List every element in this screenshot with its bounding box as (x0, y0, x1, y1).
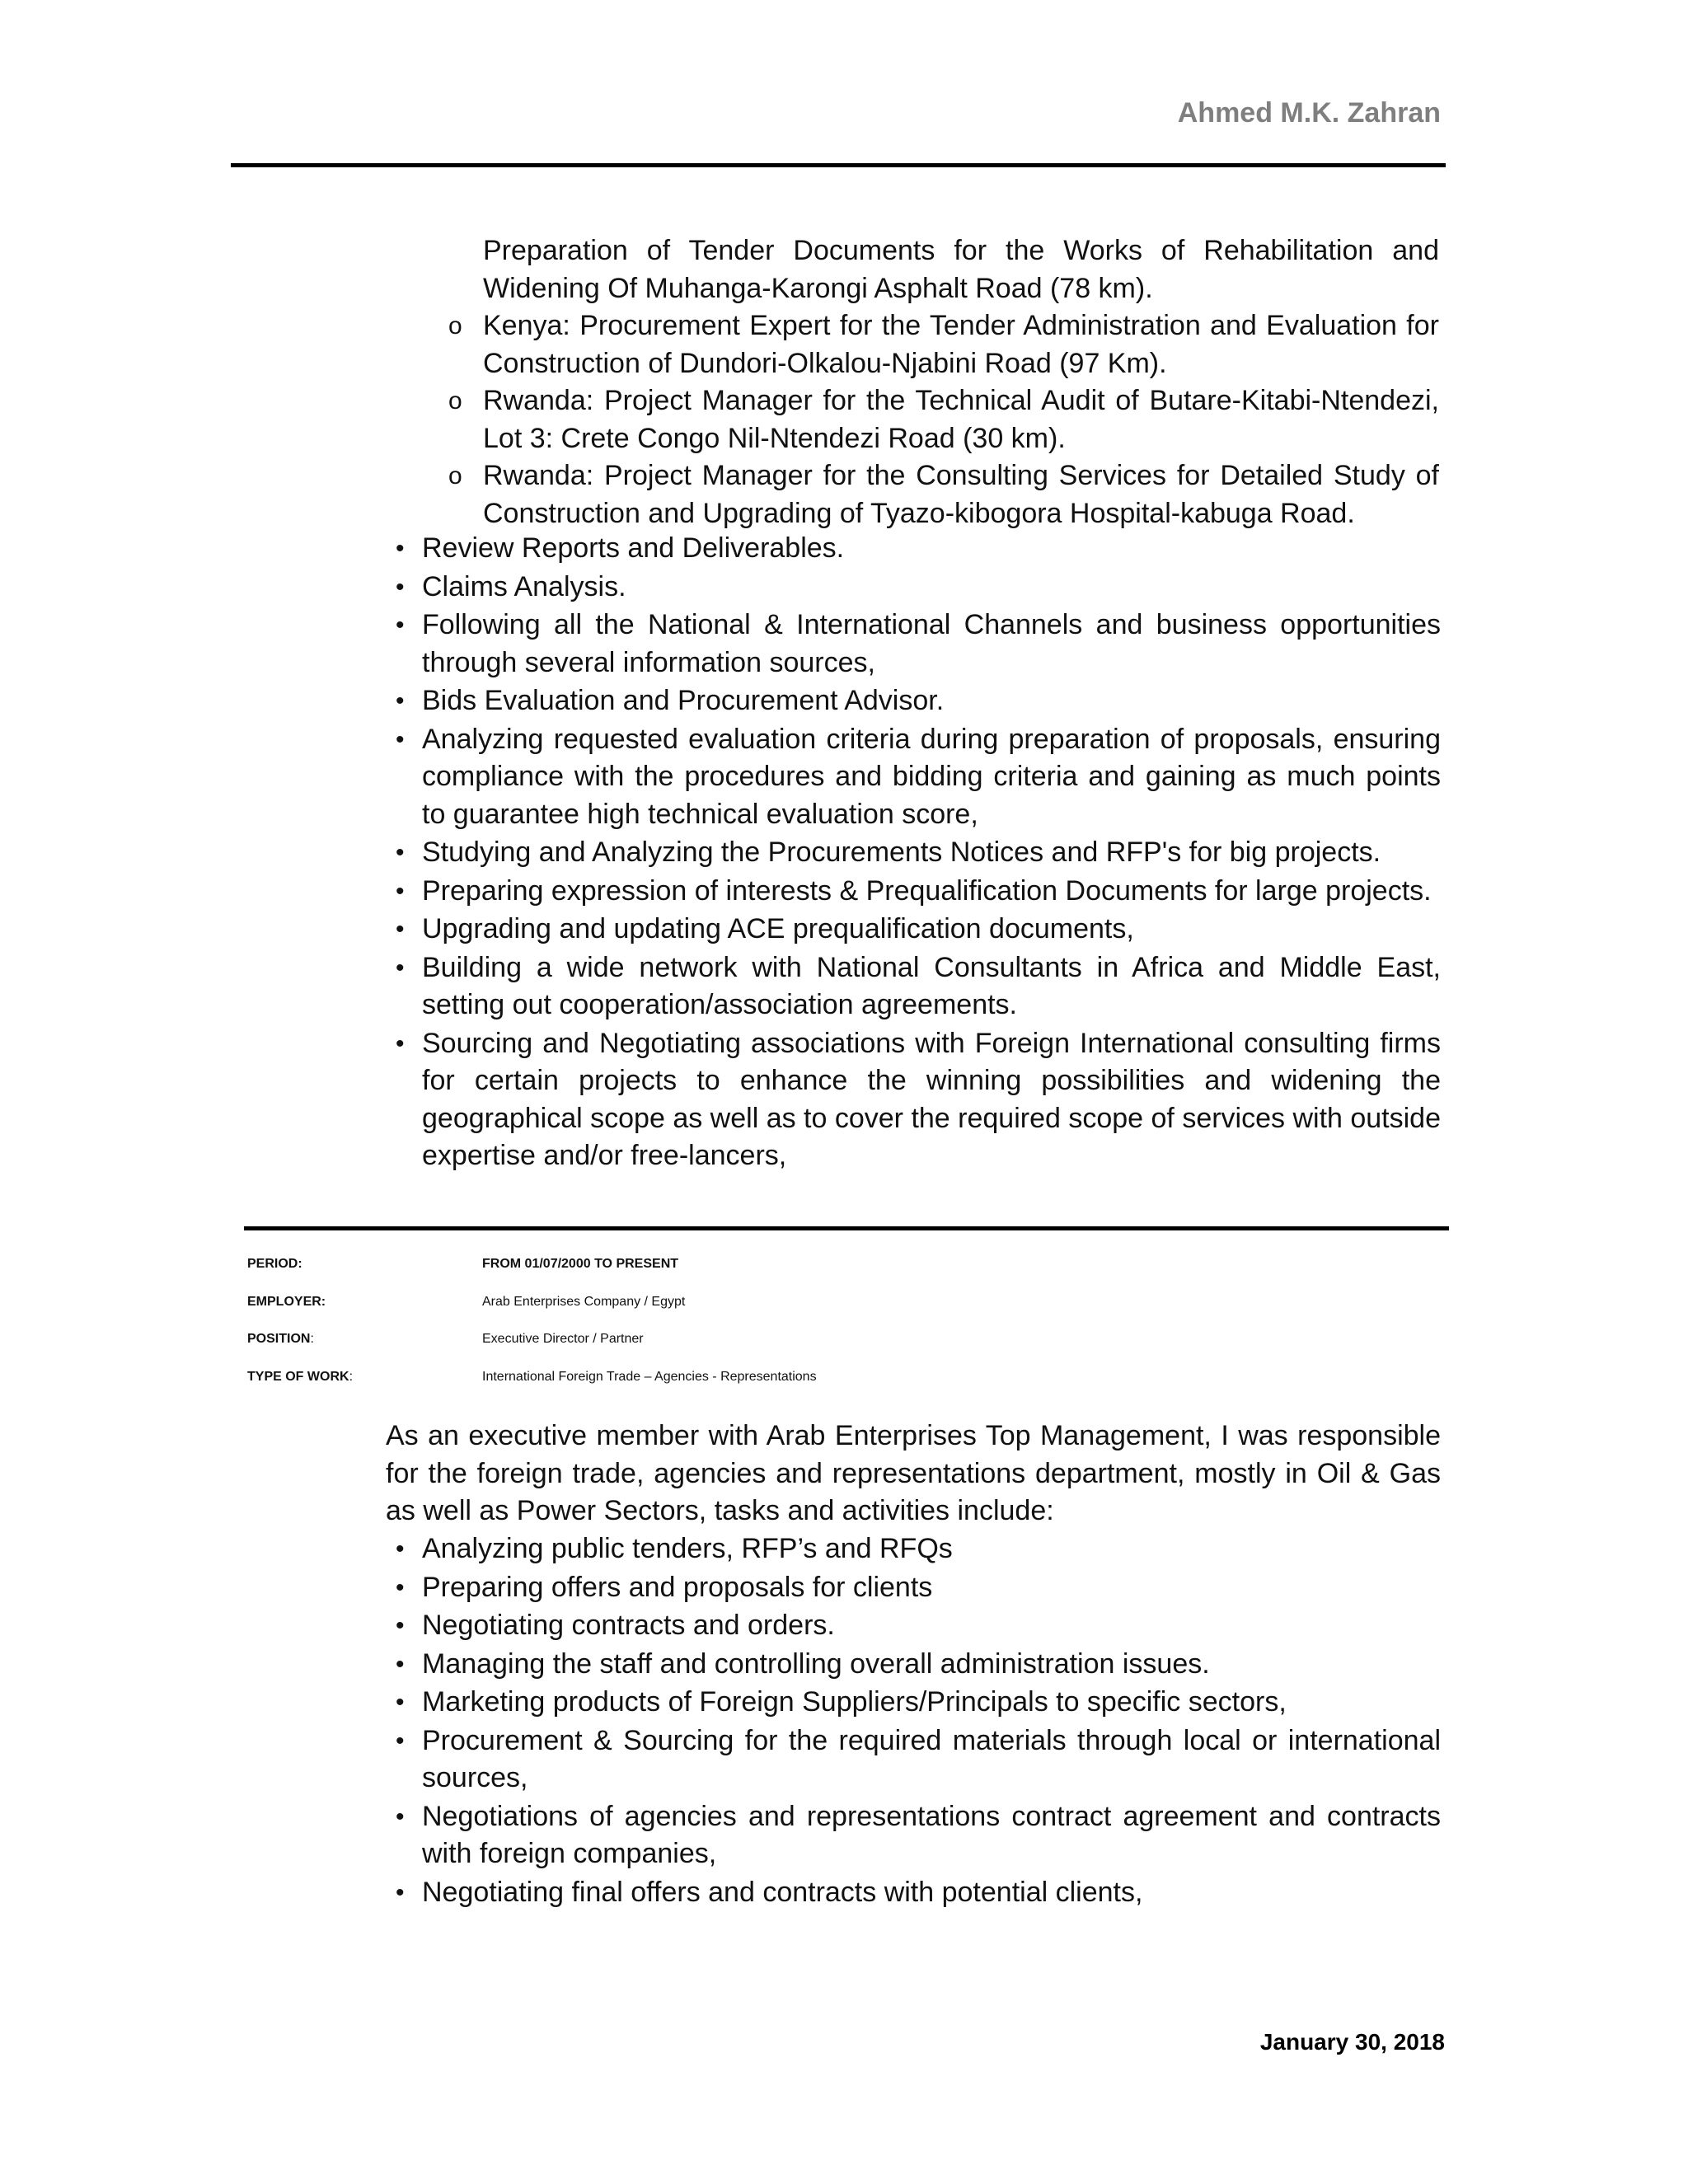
list-item (396, 1722, 1441, 1797)
bullet-icon: • (396, 612, 405, 639)
period-value: FROM 01/07/2000 TO PRESENT (482, 1257, 679, 1271)
responsibilities-list (396, 530, 1441, 1176)
list-item-text: Sourcing and Negotiating associations with Foreign International consulting firms for certain projects to enhance the winning possibilities and widening the geographical scope as well as to cover the required scope of services with outside expertise and/or free-lancers, (422, 1027, 1442, 1171)
intro-paragraph: As an executive member with Arab Enterprises Top Management, I was responsible for the foreign trade, agencies and representations department, mostly in Oil & Gas as well as Power Sectors, tasks and activities include: (386, 1420, 1441, 1526)
bullet-icon: • (396, 535, 405, 562)
tasks-list (396, 1530, 1441, 1912)
list-item-text: Managing the staff and controlling overall administration issues. (422, 1647, 1210, 1680)
bullet-icon: • (396, 1612, 405, 1639)
bullet-icon: • (396, 725, 405, 753)
bullet-icon: • (396, 1802, 405, 1830)
list-item (396, 1798, 1441, 1873)
section-divider (244, 1226, 1449, 1230)
list-item-text: Building a wide network with National Consultants in Africa and Middle East, setting out cooperation/association agreements. (422, 951, 1441, 1020)
list-item-text: Claims Analysis. (422, 570, 626, 602)
work-type-value: International Foreign Trade – Agencies - Representations (482, 1369, 817, 1384)
employer-label: EMPLOYER: (247, 1294, 326, 1309)
period-label: PERIOD: (247, 1257, 302, 1271)
header-name: Ahmed M.K. Zahran (1177, 97, 1441, 129)
bullet-icon: • (396, 1878, 405, 1906)
sublist-item-text: Rwanda: Project Manager for the Consulting Services for Detailed Study of Construction and Upgrading of Tyazo-kibogora Hospital-kabuga Road. (483, 460, 1439, 529)
bullet-icon: • (396, 954, 405, 982)
list-item-text: Procurement & Sourcing for the required materials through local or international sources, (422, 1724, 1441, 1793)
sublist-item (442, 382, 1439, 457)
sublist-item-text: Kenya: Procurement Expert for the Tender Administration and Evaluation for Construction of Dundori-Olkalou-Njabini Road (97 Km). (483, 310, 1439, 379)
list-item (396, 1646, 1441, 1684)
bullet-icon: • (396, 1727, 405, 1755)
bullet-icon: • (396, 1689, 405, 1716)
list-item (396, 873, 1441, 911)
sublist-item-text: Rwanda: Project Manager for the Technical Audit of Butare-Kitabi-Ntendezi, Lot 3: Crete Congo Nil-Ntendezi Road (30 km). (483, 385, 1439, 454)
list-item-text: Bids Evaluation and Procurement Advisor. (422, 685, 945, 716)
list-item (396, 1607, 1441, 1645)
bullet-icon: • (396, 1573, 405, 1601)
bullet-icon: • (396, 877, 405, 905)
list-item (396, 607, 1441, 682)
employment-details (247, 1257, 1451, 1407)
position-value: Executive Director / Partner (482, 1332, 644, 1346)
list-item-text: Review Reports and Deliverables. (422, 532, 845, 564)
list-item-text: Studying and Analyzing the Procurements Notices and RFP's for big projects. (422, 837, 1381, 868)
list-item-text: Preparing expression of interests & Prequalification Documents for large projects. (422, 874, 1432, 907)
list-item-text: Preparing offers and proposals for clients (422, 1571, 933, 1603)
hollow-bullet-icon: o (448, 387, 462, 415)
list-item-text: Upgrading and updating ACE prequalification documents, (422, 913, 1134, 944)
list-item-text: Negotiating final offers and contracts with potential clients, (422, 1876, 1143, 1908)
employer-row (247, 1295, 1451, 1333)
sublist-item (442, 307, 1439, 382)
sublist-item (442, 457, 1439, 532)
hollow-bullet-icon: o (448, 462, 462, 490)
list-item (396, 911, 1441, 949)
list-item (396, 721, 1441, 834)
header-divider (231, 163, 1446, 167)
list-item (396, 834, 1441, 872)
list-item-text: Negotiating contracts and orders. (422, 1610, 835, 1641)
work-type-label: TYPE OF WORK: (247, 1369, 354, 1384)
position-row (247, 1332, 1451, 1370)
list-item (396, 1025, 1441, 1175)
bullet-icon: • (396, 573, 405, 601)
list-item (396, 530, 1441, 568)
bullet-icon: • (396, 1029, 405, 1057)
bullet-icon: • (396, 916, 405, 943)
list-item-text: Following all the National & International Channels and business opportunities through several information sources, (422, 609, 1441, 678)
hollow-bullet-icon: o (448, 312, 462, 340)
list-item (396, 949, 1441, 1024)
period-row (247, 1257, 1451, 1295)
list-item (396, 1874, 1441, 1912)
list-item (396, 1684, 1441, 1722)
list-item-text: Negotiations of agencies and representations contract agreement and contracts with foreign companies, (422, 1800, 1441, 1869)
list-item-text: Analyzing public tenders, RFP’s and RFQs (422, 1533, 953, 1564)
employer-value: Arab Enterprises Company / Egypt (482, 1294, 686, 1309)
bullet-icon: • (396, 1535, 405, 1563)
footer-date: January 30, 2018 (1259, 2029, 1445, 2055)
sublist-continuation: Preparation of Tender Documents for the Works of Rehabilitation and Widening Of Muhanga-Karongi Asphalt Road (78 km). (483, 235, 1439, 304)
bullet-icon: • (396, 1650, 405, 1678)
list-item (396, 1569, 1441, 1607)
bullet-icon: • (396, 839, 405, 866)
list-item (396, 682, 1441, 720)
position-label: POSITION: (247, 1332, 314, 1346)
list-item-text: Marketing products of Foreign Suppliers/Principals to specific sectors, (422, 1686, 1287, 1718)
bullet-icon: • (396, 687, 405, 715)
list-item (396, 569, 1441, 607)
project-sublist (442, 232, 1439, 532)
list-item (396, 1530, 1441, 1568)
list-item-text: Analyzing requested evaluation criteria during preparation of proposals, ensuring compliance with the procedures and bidding criteria and gaining as much points to guarantee high technical evaluation score, (422, 723, 1441, 830)
work-type-row (247, 1370, 1451, 1408)
